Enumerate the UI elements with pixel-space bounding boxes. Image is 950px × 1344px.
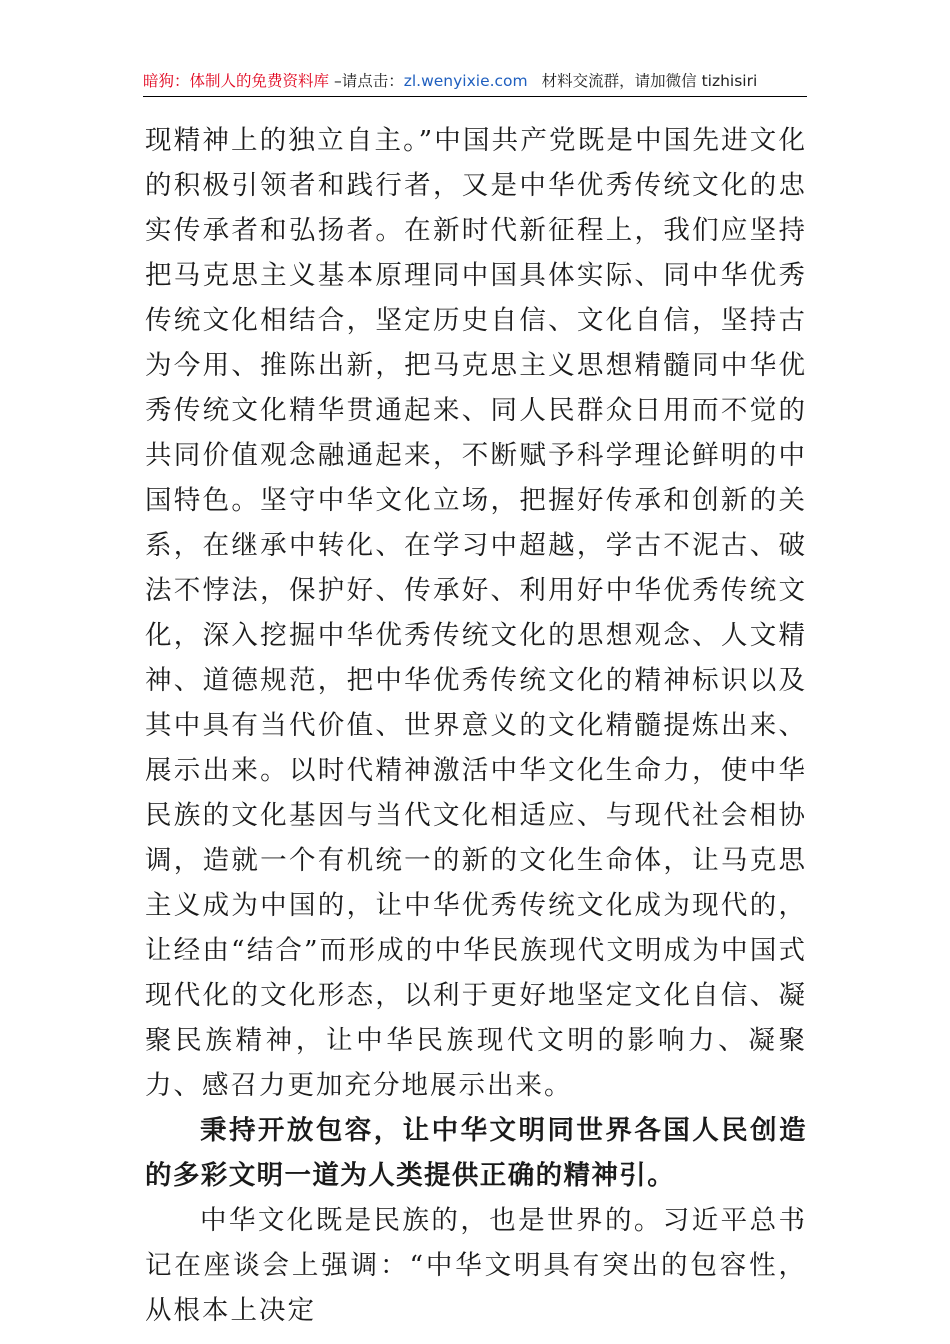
body-paragraph-2: 中华文化既是民族的，也是世界的。习近平总书记在座谈会上强调：“中华文明具有突出的包容性，从根本上决定 (145, 1205, 807, 1326)
page-header (143, 70, 807, 97)
body-paragraph-1: 现精神上的独立自主。”中国共产党既是中国先进文化的积极引领者和践行者，又是中华优秀传统文化的忠实传承者和弘扬者。在新时代新征程上，我们应坚持把马克思主义基本原理同中国具体实际、同中华优秀传统文化相结合，坚定历史自信、文化自信，坚持古为今用、推陈出新，把马克思主义思想精髓同中华优秀传统文化精华贯通起来、同人民群众日用而不觉的共同价值观念融通起来，不断赋予科学理论鲜明的中国特色。坚守中华文化立场，把握好传承和创新的关系，在继承中转化、在学习中超越，学古不泥古、破法不悖法，保护好、传承好、利用好中华优秀传统文化，深入挖掘中华优秀传统文化的思想观念、人文精神、道德规范，把中华优秀传统文化的精神标识以及其中具有当代价值、世界意义的文化精髓提炼出来、展示出来。以时代精神激活中华文化生命力，使中华民族的文化基因与当代文化相适应、与现代社会相协调，造就一个有机统一的新的文化生命体，让马克思主义成为中国的，让中华优秀传统文化成为现代的，让经由“结合”而形成的中华民族现代文明成为中国式现代化的文化形态，以利于更好地坚定文化自信、凝聚民族精神，让中华民族现代文明的影响力、凝聚力、感召力更加充分地展示出来。 (145, 125, 807, 1101)
header-wechat-note: 材料交流群，请加微信 tizhisiri (541, 72, 758, 90)
header-click-prompt: –请点击： (329, 72, 404, 90)
header-site-name: 暗狗：体制人的免费资料库 (143, 72, 330, 90)
header-url-link[interactable]: zl.wenyixie.com (403, 72, 528, 90)
document-body (145, 118, 807, 1333)
section-heading: 秉持开放包容，让中华文明同世界各国人民创造的多彩文明一道为人类提供正确的精神引。 (145, 1115, 807, 1191)
